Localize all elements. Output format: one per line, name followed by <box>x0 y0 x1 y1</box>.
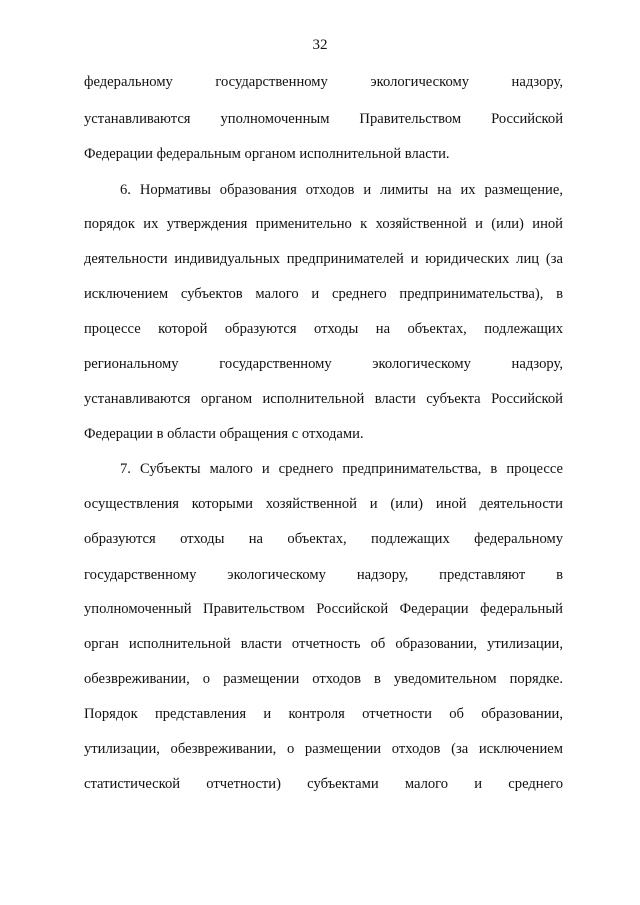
text-line: порядок их утверждения применительно к хозяйственной и (или) иной <box>84 216 563 232</box>
text-line: деятельности индивидуальных предпринимателей и юридических лиц (за <box>84 251 563 267</box>
text-line: осуществления которыми хозяйственной и (или) иной деятельности <box>84 496 563 512</box>
text-line: процессе которой образуются отходы на объектах, подлежащих <box>84 321 563 337</box>
text-line: федеральному государственному экологическому надзору, <box>84 74 563 90</box>
page-number: 32 <box>312 37 328 53</box>
text-line: орган исполнительной власти отчетность об образовании, утилизации, <box>84 636 563 652</box>
text-line: региональному государственному экологическому надзору, <box>84 356 563 372</box>
text-line: утилизации, обезвреживании, о размещении отходов (за исключением <box>84 741 563 757</box>
text-line: Федерации федеральным органом исполнительной власти. <box>84 146 450 162</box>
text-line: обезвреживании, о размещении отходов в уведомительном порядке. <box>84 671 563 687</box>
text-line: статистической отчетности) субъектами малого и среднего <box>84 776 563 792</box>
text-line: устанавливаются органом исполнительной власти субъекта Российской <box>84 391 563 407</box>
text-line: Порядок представления и контроля отчетности об образовании, <box>84 706 563 722</box>
text-line: исключением субъектов малого и среднего предпринимательства), в <box>84 286 563 302</box>
text-line: государственному экологическому надзору, представляют в <box>84 567 563 583</box>
text-line: уполномоченный Правительством Российской Федерации федеральный <box>84 601 563 617</box>
text-line: 7. Субъекты малого и среднего предпринимательства, в процессе <box>120 461 563 477</box>
text-line: 6. Нормативы образования отходов и лимиты на их размещение, <box>120 182 563 198</box>
text-line: Федерации в области обращения с отходами. <box>84 426 364 442</box>
text-line: образуются отходы на объектах, подлежащих федеральному <box>84 531 563 547</box>
text-line: устанавливаются уполномоченным Правительством Российской <box>84 111 563 127</box>
